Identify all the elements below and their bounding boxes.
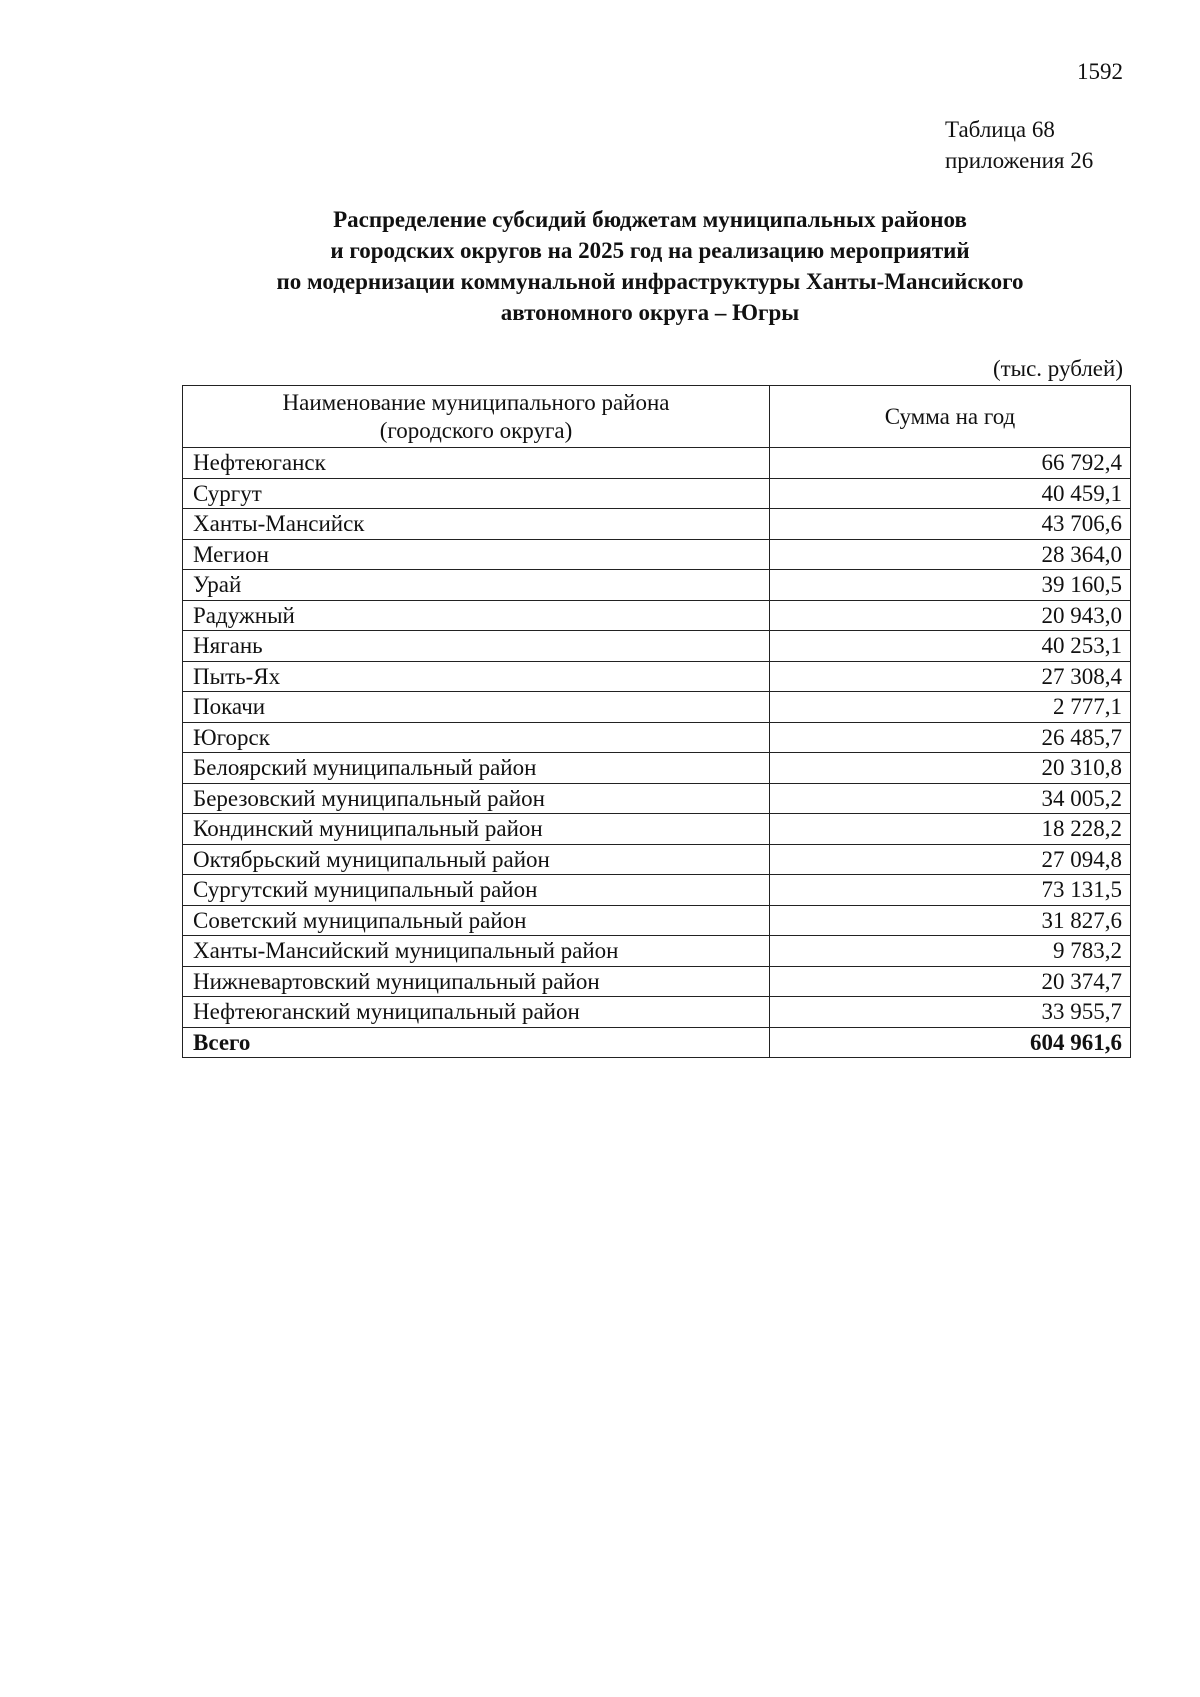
amount-value: 18 228,2 bbox=[770, 814, 1131, 845]
table-row bbox=[183, 844, 1131, 875]
amount-value: 40 253,1 bbox=[770, 631, 1131, 662]
table-row bbox=[183, 966, 1131, 997]
table-row bbox=[183, 936, 1131, 967]
amount-value: 27 308,4 bbox=[770, 661, 1131, 692]
table-row bbox=[183, 448, 1131, 479]
municipality-name: Белоярский муниципальный район bbox=[183, 753, 770, 784]
header-name-column bbox=[183, 386, 770, 448]
municipality-name: Ханты-Мансийский муниципальный район bbox=[183, 936, 770, 967]
table-row bbox=[183, 570, 1131, 601]
municipality-name: Мегион bbox=[183, 539, 770, 570]
header-name-line-2: (городского округа) bbox=[379, 417, 573, 443]
document-title bbox=[150, 204, 1150, 328]
table-row bbox=[183, 753, 1131, 784]
table-body bbox=[183, 448, 1131, 1058]
municipality-name: Урай bbox=[183, 570, 770, 601]
table-reference-line-2: приложения 26 bbox=[945, 148, 1094, 173]
municipality-name: Нефтеюганский муниципальный район bbox=[183, 997, 770, 1028]
total-row bbox=[183, 1027, 1131, 1058]
header-name-line-1: Наименование муниципального района bbox=[282, 389, 670, 415]
amount-value: 28 364,0 bbox=[770, 539, 1131, 570]
table-row bbox=[183, 692, 1131, 723]
amount-value: 66 792,4 bbox=[770, 448, 1131, 479]
amount-value: 39 160,5 bbox=[770, 570, 1131, 601]
title-line-3: по модернизации коммунальной инфраструктуры Ханты-Мансийского bbox=[276, 269, 1024, 294]
table-row bbox=[183, 661, 1131, 692]
table-row bbox=[183, 783, 1131, 814]
municipality-name: Кондинский муниципальный район bbox=[183, 814, 770, 845]
table-row bbox=[183, 509, 1131, 540]
municipality-name: Пыть-Ях bbox=[183, 661, 770, 692]
municipality-name: Югорск bbox=[183, 722, 770, 753]
amount-value: 31 827,6 bbox=[770, 905, 1131, 936]
municipality-name: Сургут bbox=[183, 478, 770, 509]
header-amount-column: Сумма на год bbox=[770, 386, 1131, 448]
total-amount: 604 961,6 bbox=[770, 1027, 1131, 1058]
table-reference-line-1: Таблица 68 bbox=[945, 117, 1055, 142]
amount-value: 9 783,2 bbox=[770, 936, 1131, 967]
municipality-name: Советский муниципальный район bbox=[183, 905, 770, 936]
amount-value: 73 131,5 bbox=[770, 875, 1131, 906]
subsidy-table bbox=[182, 385, 1131, 1058]
table-row bbox=[183, 631, 1131, 662]
municipality-name: Нефтеюганск bbox=[183, 448, 770, 479]
amount-value: 26 485,7 bbox=[770, 722, 1131, 753]
page-number: 1592 bbox=[1077, 59, 1123, 84]
table-reference bbox=[945, 114, 1093, 176]
title-line-2: и городских округов на 2025 год на реализацию мероприятий bbox=[330, 238, 970, 263]
amount-value: 40 459,1 bbox=[770, 478, 1131, 509]
municipality-name: Сургутский муниципальный район bbox=[183, 875, 770, 906]
table-row bbox=[183, 722, 1131, 753]
table-row bbox=[183, 600, 1131, 631]
amount-value: 20 374,7 bbox=[770, 966, 1131, 997]
table-row bbox=[183, 905, 1131, 936]
title-line-4: автономного округа – Югры bbox=[500, 300, 800, 325]
table-header-row bbox=[183, 386, 1131, 448]
amount-value: 34 005,2 bbox=[770, 783, 1131, 814]
table-row bbox=[183, 539, 1131, 570]
municipality-name: Ханты-Мансийск bbox=[183, 509, 770, 540]
title-line-1: Распределение субсидий бюджетам муниципальных районов bbox=[333, 207, 967, 232]
amount-value: 27 094,8 bbox=[770, 844, 1131, 875]
municipality-name: Октябрьский муниципальный район bbox=[183, 844, 770, 875]
municipality-name: Нягань bbox=[183, 631, 770, 662]
municipality-name: Радужный bbox=[183, 600, 770, 631]
table-row bbox=[183, 814, 1131, 845]
municipality-name: Березовский муниципальный район bbox=[183, 783, 770, 814]
table-row bbox=[183, 478, 1131, 509]
table-row bbox=[183, 875, 1131, 906]
amount-value: 43 706,6 bbox=[770, 509, 1131, 540]
municipality-name: Покачи bbox=[183, 692, 770, 723]
table-row bbox=[183, 997, 1131, 1028]
amount-value: 33 955,7 bbox=[770, 997, 1131, 1028]
municipality-name: Нижневартовский муниципальный район bbox=[183, 966, 770, 997]
amount-value: 20 943,0 bbox=[770, 600, 1131, 631]
units-label: (тыс. рублей) bbox=[992, 356, 1123, 381]
amount-value: 20 310,8 bbox=[770, 753, 1131, 784]
total-label: Всего bbox=[183, 1027, 770, 1058]
amount-value: 2 777,1 bbox=[770, 692, 1131, 723]
